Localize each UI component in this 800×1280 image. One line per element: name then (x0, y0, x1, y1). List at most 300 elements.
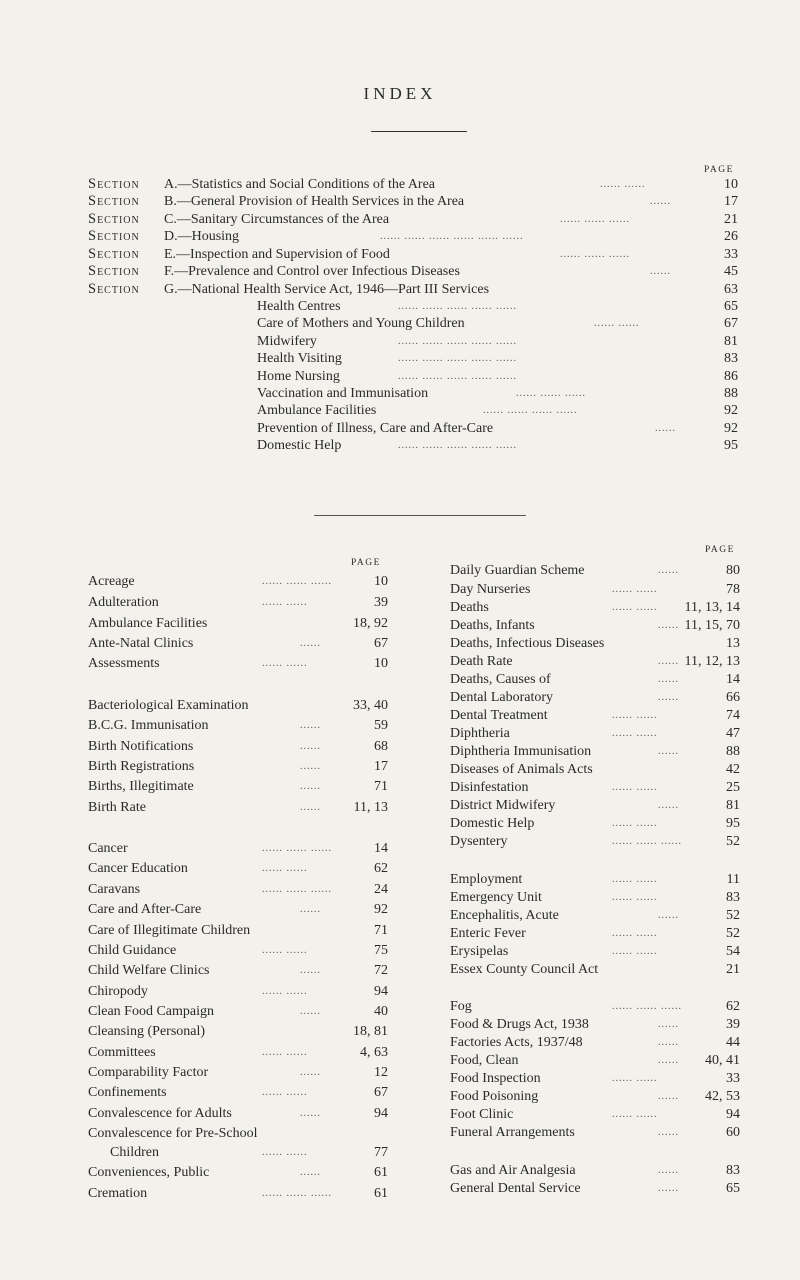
index-entry (0, 697, 400, 714)
subsection-title: Prevention of Illness, Care and After-Care (257, 420, 494, 436)
index-entry (0, 1003, 400, 1020)
leader-dots: ...... (650, 266, 671, 277)
leader-dots: ...... ...... (262, 1047, 308, 1058)
index-term: Cancer (88, 841, 128, 856)
leader-dots: ...... (650, 196, 671, 207)
section-title: B.—General Provision of Health Services in the Area (164, 194, 465, 209)
page-number: 21 (726, 962, 740, 977)
subsection-title: Ambulance Facilities (257, 403, 377, 419)
index-term: Acreage (88, 574, 135, 589)
page-number: 44 (726, 1035, 740, 1050)
leader-dots: ...... (658, 674, 679, 685)
leader-dots: ...... ...... (600, 179, 646, 190)
page-number: 10 (374, 656, 388, 671)
section-row (0, 176, 800, 193)
index-term: Caravans (88, 882, 141, 897)
leader-dots: ...... ...... ...... (612, 1001, 682, 1012)
index-entry (0, 962, 400, 979)
leader-dots: ...... (655, 422, 676, 434)
page-number: 33 (726, 1071, 740, 1086)
index-term: Chiropody (88, 984, 148, 999)
index-term: Deaths (450, 600, 489, 615)
page-number: 40, 41 (705, 1053, 740, 1068)
leader-dots: ...... ...... (612, 946, 658, 957)
section-title: C.—Sanitary Circumstances of the Area (164, 212, 390, 227)
index-entry (400, 617, 800, 634)
index-term: Diphtheria Immunisation (450, 744, 592, 759)
leader-dots: ...... (300, 802, 321, 813)
page-number: 86 (724, 368, 738, 384)
leader-dots: ...... ...... ...... (612, 836, 682, 847)
index-term: General Dental Service (450, 1181, 581, 1196)
index-term: Gas and Air Analgesia (450, 1163, 576, 1178)
page-number: 65 (724, 299, 738, 314)
leader-dots: ...... (658, 1127, 679, 1138)
leader-dots: ...... ...... ...... (262, 884, 332, 895)
index-term: Deaths, Causes of (450, 672, 551, 687)
index-term: Encephalitis, Acute (450, 908, 559, 923)
index-term: Erysipelas (450, 944, 509, 959)
section-title: D.—Housing (164, 229, 240, 244)
index-term: Committees (88, 1045, 156, 1060)
section-label: Section (88, 263, 140, 279)
index-term: Funeral Arrangements (450, 1125, 575, 1140)
leader-dots: ...... ...... (262, 597, 308, 608)
subsection-row (0, 333, 800, 350)
index-term: Assessments (88, 656, 160, 671)
index-entry (400, 761, 800, 778)
index-term: Cleansing (Personal) (88, 1024, 206, 1039)
page-number: 52 (726, 834, 740, 849)
index-term: Comparability Factor (88, 1065, 209, 1080)
index-entry (400, 1180, 800, 1197)
page-number: 92 (724, 403, 738, 419)
leader-dots: ...... ...... ...... ...... ...... (398, 353, 517, 365)
leader-dots: ...... (658, 620, 679, 631)
page-number: 11, 15, 70 (684, 618, 740, 633)
section-row (0, 193, 800, 210)
leader-dots: ...... ...... ...... ...... ...... (398, 301, 517, 312)
page-number: 59 (374, 718, 388, 733)
section-label: Section (88, 228, 140, 244)
leader-dots: ...... ...... (594, 318, 640, 330)
page-number: 60 (726, 1125, 740, 1140)
section-title: A.—Statistics and Social Conditions of the Area (164, 177, 436, 192)
section-title: G.—National Health Service Act, 1946—Part III Services (164, 282, 490, 297)
index-entry (0, 778, 400, 795)
leader-dots: ...... (658, 800, 679, 811)
page-number: 63 (724, 282, 738, 297)
page-number: 92 (724, 420, 738, 436)
subsection-title: Vaccination and Immunisation (257, 386, 429, 401)
subsection-title: Midwifery (257, 333, 317, 349)
index-term: Food, Clean (450, 1053, 519, 1068)
leader-dots: ...... (658, 565, 679, 576)
index-entry (400, 707, 800, 724)
index-term: District Midwifery (450, 798, 556, 813)
index-term: Clean Food Campaign (88, 1004, 214, 1019)
page-number: 94 (374, 1106, 388, 1121)
leader-dots: ...... (300, 761, 321, 772)
index-entry (400, 815, 800, 832)
leader-dots: ...... (300, 965, 321, 976)
index-term: Birth Notifications (88, 739, 194, 754)
index-entry (400, 943, 800, 960)
title-divider (371, 131, 467, 132)
index-entry (0, 1164, 400, 1181)
index-entry (0, 655, 400, 672)
leader-dots: ...... ...... (612, 728, 658, 739)
page-number: 61 (374, 1186, 388, 1201)
page-number: 39 (726, 1017, 740, 1032)
page-number: 21 (724, 212, 738, 227)
leader-dots: ...... ...... ...... ...... ...... (398, 370, 517, 382)
index-term: Child Guidance (88, 943, 177, 958)
leader-dots: ...... ...... (612, 782, 658, 793)
index-term: Bacteriological Examination (88, 698, 249, 713)
page-number: 54 (726, 944, 740, 959)
subsection-title: Health Visiting (257, 351, 342, 367)
page-number: 42 (726, 762, 740, 777)
page-number: 26 (724, 229, 738, 244)
leader-dots: ...... (658, 656, 679, 667)
index-entry (400, 671, 800, 688)
page-number: 17 (724, 194, 738, 209)
leader-dots: ...... (300, 741, 321, 752)
leader-dots: ...... ...... (612, 1109, 658, 1120)
leader-dots: ...... ...... (262, 945, 308, 956)
page-number: 67 (374, 636, 388, 651)
page-number: 11, 13, 14 (684, 600, 740, 615)
index-entry (0, 635, 400, 652)
page-number: 61 (374, 1165, 388, 1180)
index-term: Enteric Fever (450, 926, 526, 941)
index-term: Convalescence for Pre-School (88, 1126, 258, 1141)
index-entry (0, 1144, 400, 1161)
index-entry (400, 907, 800, 924)
section-label: Section (88, 281, 140, 297)
leader-dots: ...... (300, 1006, 321, 1017)
index-term: Deaths, Infants (450, 618, 535, 633)
index-term: Domestic Help (450, 816, 535, 831)
index-entry (0, 1023, 400, 1040)
section-row (0, 246, 800, 263)
leader-dots: ...... ...... (612, 584, 658, 595)
index-entry (0, 901, 400, 918)
leader-dots: ...... ...... ...... (262, 843, 332, 854)
leader-dots: ...... (658, 1165, 679, 1176)
page-number: 62 (726, 999, 740, 1014)
page-number: 13 (726, 636, 740, 651)
index-entry (400, 833, 800, 850)
index-term: Deaths, Infectious Diseases (450, 636, 605, 651)
index-term: Dental Treatment (450, 708, 548, 723)
page-number: 78 (726, 582, 740, 597)
leader-dots: ...... (300, 720, 321, 731)
leader-dots: ...... ...... ...... (516, 388, 586, 399)
page-number: 77 (374, 1145, 388, 1160)
index-entry (0, 615, 400, 632)
leader-dots: ...... (300, 904, 321, 915)
index-term: Convalescence for Adults (88, 1106, 232, 1121)
subsection-row (0, 385, 800, 402)
page-number: 68 (374, 739, 388, 754)
leader-dots: ...... (658, 910, 679, 921)
index-term: Cancer Education (88, 861, 188, 876)
page-number: 65 (726, 1181, 740, 1196)
page-number: 25 (726, 780, 740, 795)
page-number: 83 (726, 1163, 740, 1178)
page-number: 88 (724, 386, 738, 401)
page-number: 10 (374, 574, 388, 589)
page-number: 4, 63 (360, 1045, 388, 1060)
page-number: 18, 81 (353, 1024, 388, 1039)
index-term: Cremation (88, 1186, 148, 1201)
index-entry (400, 725, 800, 742)
subsection-title: Home Nursing (257, 368, 340, 384)
index-term: B.C.G. Immunisation (88, 718, 209, 733)
page-number: 14 (374, 841, 388, 856)
index-term: Birth Registrations (88, 759, 195, 774)
index-term: Death Rate (450, 654, 513, 669)
leader-dots: ...... (300, 638, 321, 649)
index-entry (400, 599, 800, 616)
index-entry (0, 1185, 400, 1202)
index-term: Emergency Unit (450, 890, 542, 905)
leader-dots: ...... (658, 1091, 679, 1102)
index-entry (400, 889, 800, 906)
page-number: 72 (374, 963, 388, 978)
page-number: 71 (374, 923, 388, 938)
page-number: 67 (374, 1085, 388, 1100)
index-entry (400, 871, 800, 888)
index-term: Children (110, 1145, 159, 1160)
section-divider (314, 515, 526, 516)
page-number: 95 (726, 816, 740, 831)
index-entry (0, 881, 400, 898)
page-number: 74 (726, 708, 740, 723)
leader-dots: ...... ...... ...... (560, 249, 630, 260)
page-number: 17 (374, 759, 388, 774)
index-entry (0, 922, 400, 939)
page-column-header-right: PAGE (705, 545, 735, 555)
leader-dots: ...... (658, 1019, 679, 1030)
index-entry (400, 1088, 800, 1105)
index-term: Confinements (88, 1085, 167, 1100)
index-term: Birth Rate (88, 800, 146, 815)
index-entry (400, 1162, 800, 1179)
page-number: 39 (374, 595, 388, 610)
index-term: Essex County Council Act (450, 962, 599, 977)
index-entry (400, 925, 800, 942)
section-label: Section (88, 176, 140, 192)
index-entry (0, 1084, 400, 1101)
page-number: 12 (374, 1065, 388, 1080)
subsection-row (0, 298, 800, 315)
leader-dots: ...... ...... (612, 818, 658, 829)
index-term: Care of Illegitimate Children (88, 923, 251, 938)
page-number: 52 (726, 908, 740, 923)
page-column-header-sections: PAGE (704, 165, 734, 175)
index-entry (400, 1016, 800, 1033)
page-number: 40 (374, 1004, 388, 1019)
subsection-title: Health Centres (257, 299, 341, 314)
index-term: Births, Illegitimate (88, 779, 194, 794)
leader-dots: ...... ...... ...... (262, 576, 332, 587)
index-term: Day Nurseries (450, 582, 531, 597)
page-number: 75 (374, 943, 388, 958)
index-entry (0, 1105, 400, 1122)
subsection-row (0, 402, 800, 419)
subsection-row (0, 368, 800, 385)
index-entry (0, 942, 400, 959)
subsection-title: Care of Mothers and Young Children (257, 316, 465, 332)
page-number: 88 (726, 744, 740, 759)
leader-dots: ...... ...... (262, 1147, 308, 1158)
section-row (0, 263, 800, 280)
leader-dots: ...... (658, 1037, 679, 1048)
index-term: Foot Clinic (450, 1107, 514, 1122)
index-entry (0, 758, 400, 775)
index-entry (400, 1034, 800, 1051)
leader-dots: ...... ...... ...... (560, 214, 630, 225)
index-entry (400, 635, 800, 652)
subsection-row (0, 350, 800, 367)
section-row (0, 281, 800, 298)
subsection-row (0, 315, 800, 332)
page-number: 11, 13 (353, 800, 388, 815)
index-entry (0, 860, 400, 877)
leader-dots: ...... ...... (262, 1087, 308, 1098)
index-entry (400, 653, 800, 670)
page-number: 18, 92 (353, 616, 388, 631)
index-term: Care and After-Care (88, 902, 202, 917)
index-entry (400, 797, 800, 814)
section-label: Section (88, 246, 140, 262)
index-term: Dysentery (450, 834, 508, 849)
index-entry (400, 1106, 800, 1123)
section-label: Section (88, 211, 140, 227)
leader-dots: ...... (658, 1055, 679, 1066)
index-entry (400, 1052, 800, 1069)
index-entry (0, 717, 400, 734)
index-term: Disinfestation (450, 780, 529, 795)
leader-dots: ...... ...... (612, 602, 658, 613)
leader-dots: ...... ...... (612, 928, 658, 939)
index-term: Dental Laboratory (450, 690, 554, 705)
index-term: Food Inspection (450, 1071, 541, 1086)
section-title: F.—Prevalence and Control over Infectious Diseases (164, 264, 460, 279)
index-term: Conveniences, Public (88, 1165, 210, 1180)
page-number: 62 (374, 861, 388, 876)
index-term: Ante-Natal Clinics (88, 636, 194, 651)
index-entry (0, 799, 400, 816)
page-number: 95 (724, 438, 738, 454)
page-number: 80 (726, 563, 740, 578)
leader-dots: ...... ...... (612, 710, 658, 721)
section-row (0, 211, 800, 228)
page-number: 67 (724, 316, 738, 332)
index-entry (0, 840, 400, 857)
index-term: Food & Drugs Act, 1938 (450, 1017, 589, 1032)
page-number: 81 (724, 333, 738, 349)
leader-dots: ...... ...... ...... ...... (483, 405, 578, 417)
leader-dots: ...... ...... (612, 892, 658, 903)
leader-dots: ...... (658, 746, 679, 757)
leader-dots: ...... ...... ...... (262, 1188, 332, 1199)
leader-dots: ...... ...... ...... ...... ...... ...... (380, 231, 524, 242)
index-entry (400, 743, 800, 760)
leader-dots: ...... (300, 1108, 321, 1119)
page-number: 83 (724, 351, 738, 367)
page-number: 47 (726, 726, 740, 741)
leader-dots: ...... ...... ...... ...... ...... (398, 440, 517, 452)
page-number: 33 (724, 247, 738, 262)
leader-dots: ...... ...... (262, 986, 308, 997)
leader-dots: ...... ...... ...... ...... ...... (398, 335, 517, 347)
index-entry (400, 998, 800, 1015)
index-entry (0, 573, 400, 590)
leader-dots: ...... ...... (612, 1073, 658, 1084)
index-term: Diseases of Animals Acts (450, 762, 593, 777)
index-entry (400, 689, 800, 706)
leader-dots: ...... (300, 1067, 321, 1078)
index-entry (0, 1125, 400, 1142)
index-entry (400, 1124, 800, 1141)
subsection-title: Domestic Help (257, 438, 342, 454)
leader-dots: ...... ...... (262, 863, 308, 874)
page-number: 45 (724, 264, 738, 279)
index-entry (0, 983, 400, 1000)
index-entry (0, 1044, 400, 1061)
index-entry (400, 581, 800, 598)
page-number: 94 (374, 984, 388, 999)
index-term: Fog (450, 999, 472, 1014)
page-number: 52 (726, 926, 740, 941)
page-number: 94 (726, 1107, 740, 1122)
leader-dots: ...... (658, 692, 679, 703)
page-number: 11, 12, 13 (684, 654, 740, 669)
subsection-row (0, 437, 800, 454)
leader-dots: ...... (300, 781, 321, 792)
page-number: 81 (726, 798, 740, 813)
index-term: Employment (450, 872, 523, 887)
leader-dots: ...... (300, 1167, 321, 1178)
page-number: 92 (374, 902, 388, 917)
page-number: 24 (374, 882, 388, 897)
index-term: Diphtheria (450, 726, 510, 741)
index-term: Food Poisoning (450, 1089, 539, 1104)
page-number: 14 (726, 672, 740, 687)
page-number: 83 (726, 890, 740, 905)
leader-dots: ...... (658, 1183, 679, 1194)
leader-dots: ...... ...... (262, 658, 308, 669)
page-column-header-left: PAGE (351, 558, 381, 568)
index-term: Adulteration (88, 595, 159, 610)
leader-dots: ...... ...... (612, 874, 658, 885)
page-number: 33, 40 (353, 698, 388, 713)
index-term: Factories Acts, 1937/48 (450, 1035, 583, 1050)
page-title: INDEX (363, 84, 437, 103)
index-entry (0, 738, 400, 755)
index-term: Daily Guardian Scheme (450, 563, 585, 578)
section-row (0, 228, 800, 245)
page-number: 71 (374, 779, 388, 794)
index-entry (400, 961, 800, 978)
subsection-row (0, 420, 800, 437)
index-entry (400, 779, 800, 796)
section-label: Section (88, 193, 140, 209)
